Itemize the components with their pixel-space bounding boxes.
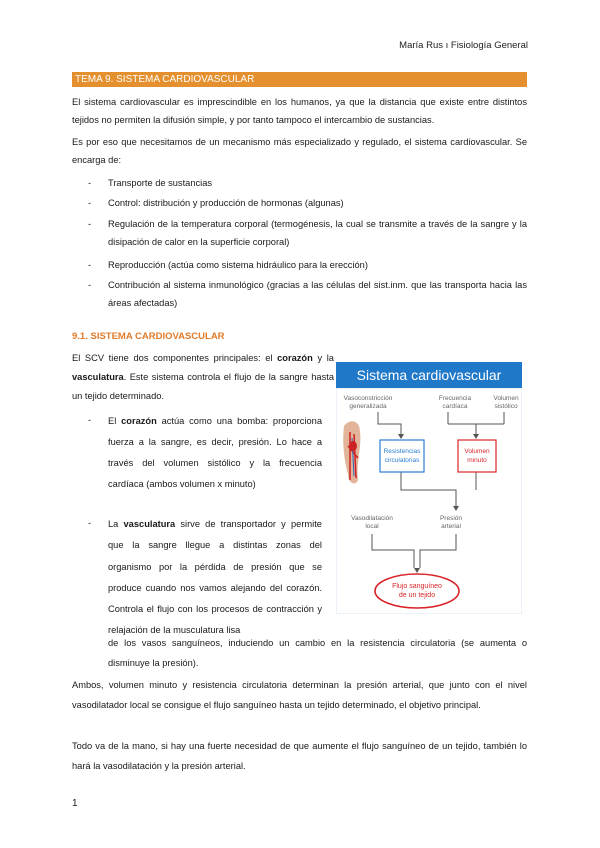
function-item: Reproducción (actúa como sistema hidráulico para la erección)	[108, 260, 368, 270]
vasoconstriction-label-2: generalizada	[349, 403, 387, 410]
arterial-pressure-label: Presión	[439, 515, 463, 522]
heart-rate-label-2: cardíaca	[442, 403, 468, 410]
blood-flow-label-2: de un tejido	[398, 592, 436, 599]
function-item: Control: distribución y producción de hormonas (algunas)	[108, 198, 344, 208]
paragraph-4: Todo va de la mano, si hay una fuerte necesidad de que aumente el flujo sanguíneo de un tejido, también lo hará la vasodilatación y la presión arterial.	[72, 741, 527, 771]
arterial-pressure-label-2: arterial	[441, 523, 461, 530]
heart-rate-label: Frecuencia	[438, 395, 472, 402]
stroke-volume-label-2: sistólico	[494, 403, 518, 410]
resistance-box-label: Resistencias	[383, 448, 421, 455]
scv-paragraph: El SCV tiene dos componentes principales: el corazón y la vasculatura. Este sistema controla el flujo de la sangre hasta un tejido determinado.	[72, 353, 334, 401]
minute-volume-box-label-2: minuto	[467, 457, 487, 464]
section-heading: 9.1. SISTEMA CARDIOVASCULAR	[72, 331, 225, 342]
intro-paragraph-1: El sistema cardiovascular es imprescindible en los humanos, ya que la distancia que existe entre distintos tejidos no permiten la difusión simple, y por tanto tampoco el intercambio de sustancias.	[72, 97, 527, 125]
function-item: Transporte de sustancias	[108, 178, 213, 188]
vasoconstriction-label: Vasoconstricción	[343, 395, 393, 402]
chapter-title: TEMA 9. SISTEMA CARDIOVASCULAR	[72, 72, 527, 87]
blood-flow-label: Flujo sanguíneo	[392, 583, 442, 590]
bullet-dash: -	[88, 518, 92, 528]
cardiovascular-figure	[336, 362, 522, 614]
vasculature-bullet: La vasculatura sirve de transportador y permite que la sangre llegue a distintas zonas del organismo por la pérdida de presión que se produce cuando nos vamos alejando del corazón. Controla el flujo con los procesos de contracción y relajación de la musculatura lisa	[108, 519, 322, 636]
running-header: María Rus ı Fisiología General	[399, 40, 528, 51]
heart-bullet: El corazón actúa como una bomba: proporciona fuerza a la sangre, es decir, presión. Lo hace a través del volumen sistólico y la frecuencia cardíaca (ambos volumen x minuto)	[108, 416, 323, 489]
bullet-dash: -	[88, 260, 92, 270]
function-item: Contribución al sistema inmunológico (gracias a las células del sist.inm. que las transporta hacia las áreas afectadas)	[108, 280, 527, 308]
bullet-dash: -	[88, 415, 92, 425]
intro-paragraph-2: Es por eso que necesitamos de un mecanismo más especializado y regulado, el sistema cardiovascular. Se encarga de:	[72, 137, 527, 165]
paragraph-3: Ambos, volumen minuto y resistencia circulatoria determinan la presión arterial, que junto con el nivel vasodilatador local se consigue el flujo sanguíneo hasta un tejido determinado, el objetivo principal.	[72, 680, 527, 710]
vasculature-bullet-continued: de los vasos sanguíneos, induciendo un cambio en la resistencia circulatoria (se aumenta o disminuye la presión).	[108, 638, 527, 668]
function-item: Regulación de la temperatura corporal (termogénesis, la cual se transmite a través de la sangre y la disipación de calor en la superficie corporal)	[108, 219, 527, 247]
bullet-dash: -	[88, 280, 92, 290]
local-vasodilation-label: Vasodilatación	[351, 515, 393, 522]
minute-volume-box-label: Volumen	[464, 448, 490, 455]
stroke-volume-label: Volumen	[493, 395, 519, 402]
bullet-dash: -	[88, 178, 92, 188]
bullet-dash: -	[88, 219, 92, 229]
resistance-box-label-2: circulatorias	[384, 457, 420, 464]
page-number: 1	[72, 798, 78, 809]
local-vasodilation-label-2: local	[365, 523, 379, 530]
bullet-dash: -	[88, 198, 92, 208]
figure-title: Sistema cardiovascular	[356, 367, 502, 383]
